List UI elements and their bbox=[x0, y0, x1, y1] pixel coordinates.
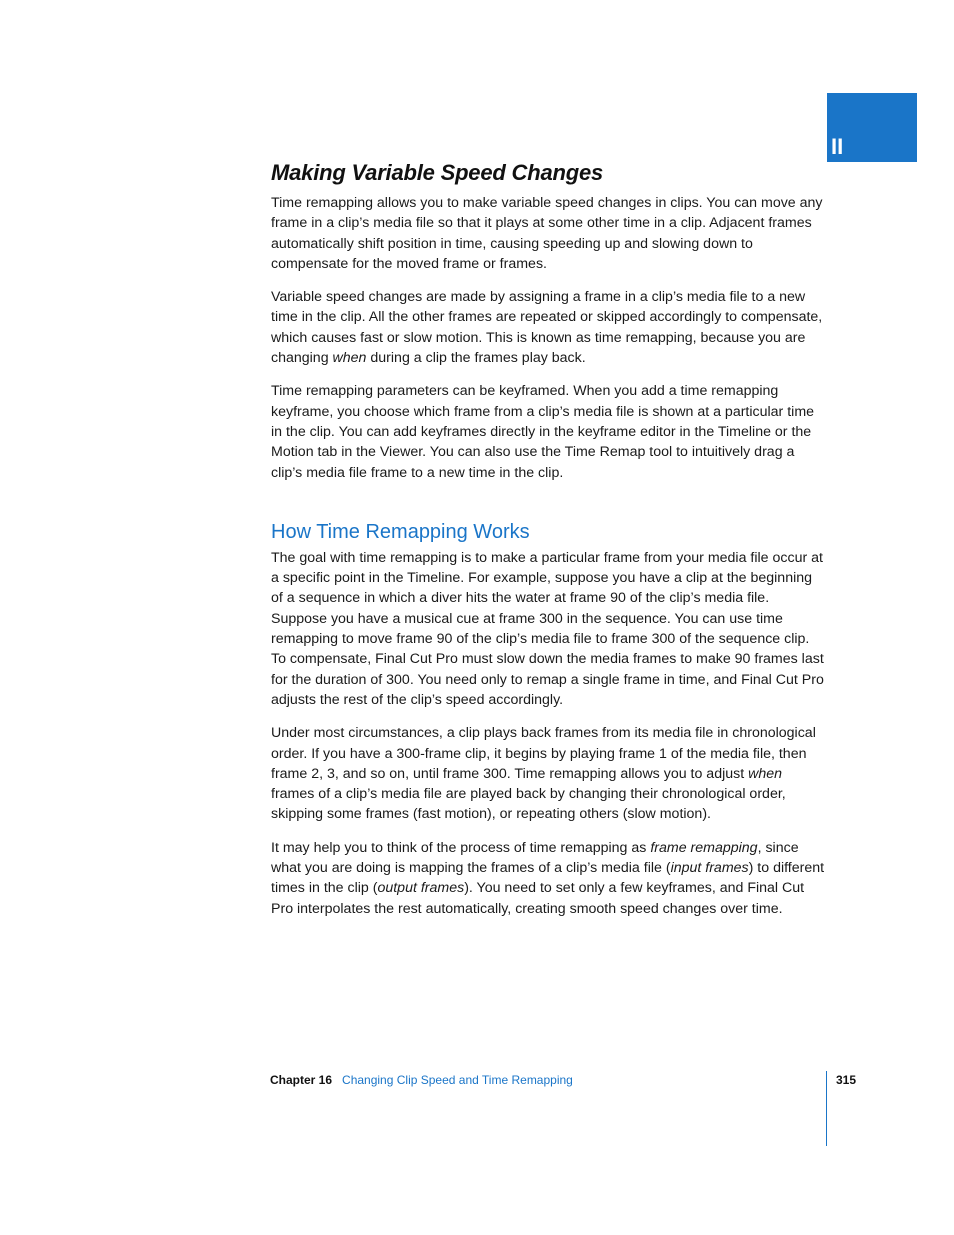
paragraph bbox=[271, 723, 827, 824]
paragraph bbox=[271, 838, 827, 919]
emphasis: when bbox=[748, 765, 783, 782]
footer-chapter-title: Changing Clip Speed and Time Remapping bbox=[342, 1073, 573, 1087]
emphasis: frame remapping bbox=[650, 839, 758, 856]
paragraph: The goal with time remapping is to make a particular frame from your media file occur at a specific point in the Timeline. For example, suppose you have a clip at the beginning of a sequence in which a diver hits the water at frame 90 of the clip’s media file. Suppose you have a musical cue at frame 300 in the sequence. You can use time remapping to move frame 90 of the clip’s media file to frame 300 of the sequence clip. To compensate, Final Cut Pro must slow down the media frames to make 90 frames last for the duration of 300. You need only to remap a single frame in time, and Final Cut Pro adjusts the rest of the clip’s speed accordingly. bbox=[271, 549, 824, 708]
emphasis: output frames bbox=[377, 880, 465, 897]
text-run: during a clip the frames play back. bbox=[366, 350, 586, 367]
text-run: It may help you to think of the process of time remapping as bbox=[271, 839, 651, 856]
text-run: ). You need to set only a few keyframes, and Final Cut Pro interpolates the rest automatically, creating smooth speed changes over time. bbox=[271, 880, 805, 917]
text-run: , since what you are doing is mapping the frames of a clip’s media file ( bbox=[271, 839, 799, 877]
section-heading-how-remapping-works: How Time Remapping Works bbox=[271, 520, 530, 543]
page-number: 315 bbox=[836, 1073, 857, 1087]
text-run: frames of a clip’s media file are played back by changing their chronological order, skipping some frames (fast motion), or repeating others (slow motion). bbox=[271, 786, 786, 823]
section-heading-variable-speed: Making Variable Speed Changes bbox=[271, 160, 604, 185]
part-tab bbox=[827, 93, 917, 162]
emphasis: input frames bbox=[670, 860, 749, 877]
footer-chapter: Chapter 16 bbox=[270, 1073, 333, 1087]
paragraph: Time remapping parameters can be keyframed. When you add a time remapping keyframe, you choose which frame from a clip’s media file is shown at a particular time in the clip. You can add keyframes directly in the keyframe editor in the Timeline or the Motion tab in the Viewer. You can also use the Time Remap tool to intuitively drag a clip’s media file frame to a new time in the clip. bbox=[271, 383, 815, 481]
paragraph: Time remapping allows you to make variable speed changes in clips. You can move any frame in a clip’s media file so that it plays at some other time in a clip. Adjacent frames automatically shift position in time, causing speeding up and slowing down to compensate for the moved frame or frames. bbox=[271, 195, 823, 272]
text-run: Under most circumstances, a clip plays back frames from its media file in chronological order. If you have a 300-frame clip, it begins by playing frame 1 of the media file, then frame 2, 3, and so on, until frame 300. Time remapping allows you to adjust bbox=[271, 725, 816, 782]
text-run: ) to different times in the clip ( bbox=[271, 860, 825, 897]
footer-divider bbox=[826, 1071, 827, 1146]
paragraph bbox=[271, 287, 827, 368]
emphasis: when bbox=[332, 350, 367, 367]
page-content bbox=[271, 160, 827, 932]
part-tab-label: II bbox=[831, 134, 844, 159]
page-footer bbox=[270, 1073, 573, 1087]
text-run: Variable speed changes are made by assigning a frame in a clip’s media file to a new time in the clip. All the other frames are repeated or skipped accordingly to compensate, which causes fast or slow motion. This is known as time remapping, because you are changing bbox=[271, 289, 823, 367]
